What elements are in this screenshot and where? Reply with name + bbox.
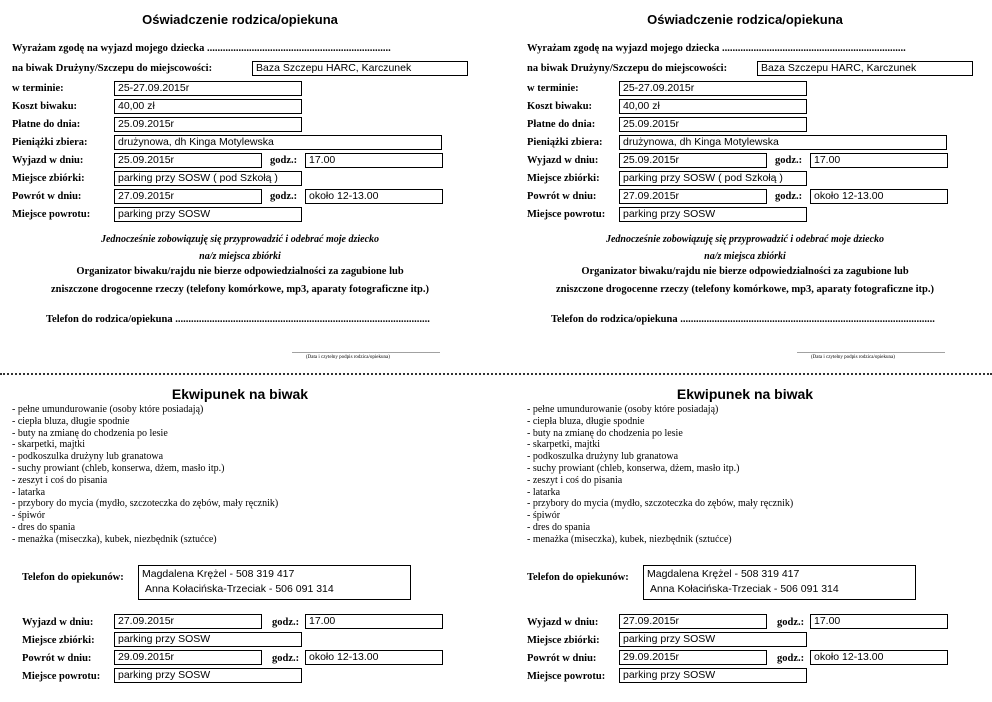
meet-field[interactable]: parking przy SOSW ( pod Szkołą ) (619, 171, 807, 186)
list-item: - śpiwór (527, 510, 561, 522)
eq-return-time-label: godz.: (272, 653, 300, 664)
list-item: - pełne umundurowanie (osoby które posiadają) (527, 404, 719, 415)
eq-depart-label: Wyjazd w dniu: (527, 617, 599, 628)
return-place-label: Miejsce powrotu: (12, 209, 91, 220)
commit-line-2: na/z miejsca zbiórki (199, 251, 281, 262)
signature-line[interactable]: .......................................................................... (292, 346, 440, 355)
equipment-title: Ekwipunek na biwak (171, 386, 309, 402)
list-item: - buty na zmianę do chodzenia po lesie (12, 427, 168, 439)
collector-label: Pieniążki zbiera: (12, 137, 88, 148)
contact-1: Magdalena Krężel - 508 319 417 (142, 568, 295, 580)
consent-title: Oświadczenie rodzica/opiekuna (142, 12, 338, 27)
eq-return-time-field[interactable]: około 12-13.00 (305, 650, 443, 665)
eq-return-place-label: Miejsce powrotu: (527, 671, 606, 682)
list-item: - przybory do mycia (mydło, szczoteczka do zębów, mały ręcznik) (527, 498, 794, 510)
return-place-field[interactable]: parking przy SOSW (619, 207, 807, 222)
depart-time-field[interactable]: 17.00 (305, 153, 443, 168)
eq-meet-field[interactable]: parking przy SOSW (619, 632, 807, 647)
contacts-box (138, 565, 411, 600)
depart-field[interactable]: 25.09.2015r (619, 153, 767, 168)
list-item: - latarka (527, 486, 561, 498)
place-label: na biwak Drużyny/Szczepu do miejscowości: (527, 63, 728, 74)
eq-return-label: Powrót w dniu: (527, 653, 597, 664)
list-item: - pełne umundurowanie (osoby które posiadają) (12, 404, 204, 415)
agree-label: Wyrażam zgodę na wyjazd mojego dziecka ...................................................................... (527, 43, 906, 54)
eq-depart-field[interactable]: 27.09.2015r (619, 614, 767, 629)
eq-depart-label: Wyjazd w dniu: (22, 617, 94, 628)
return-time-label: godz.: (775, 191, 803, 202)
liability-line-2: zniszczone drogocenne rzeczy (telefony komórkowe, mp3, aparaty fotograficzne itp.) (556, 284, 934, 295)
parent-phone-line[interactable]: Telefon do rodzica/opiekuna ................................................................................................. (46, 314, 430, 325)
cost-label: Koszt biwaku: (527, 101, 593, 112)
return-time-field[interactable]: około 12-13.00 (810, 189, 948, 204)
meet-label: Miejsce zbiórki: (12, 173, 85, 184)
dates-field[interactable]: 25-27.09.2015r (619, 81, 807, 96)
signature-line[interactable]: .......................................................................... (797, 346, 945, 355)
depart-time-label: godz.: (270, 155, 298, 166)
list-item: - menażka (miseczka), kubek, niezbędnik (sztućce) (527, 533, 732, 545)
return-label: Powrót w dniu: (527, 191, 597, 202)
eq-depart-time-field[interactable]: 17.00 (305, 614, 443, 629)
collector-field[interactable]: drużynowa, dh Kinga Motylewska (619, 135, 947, 150)
eq-meet-label: Miejsce zbiórki: (527, 635, 600, 646)
equipment-list (527, 404, 793, 546)
eq-depart-time-field[interactable]: 17.00 (810, 614, 948, 629)
depart-label: Wyjazd w dniu: (12, 155, 84, 166)
cut-line-divider (0, 373, 992, 375)
signature-caption: (Data i czytelny podpis rodzica/opiekuna) (811, 355, 895, 360)
list-item: - menażka (miseczka), kubek, niezbędnik (sztućce) (12, 533, 217, 545)
meet-label: Miejsce zbiórki: (527, 173, 600, 184)
list-item: - latarka (12, 486, 46, 498)
parent-phone-line[interactable]: Telefon do rodzica/opiekuna ................................................................................................. (551, 314, 935, 325)
dates-label: w terminie: (12, 83, 64, 94)
return-place-field[interactable]: parking przy SOSW (114, 207, 302, 222)
return-place-label: Miejsce powrotu: (527, 209, 606, 220)
list-item: - śpiwór (12, 510, 46, 522)
equipment-list (12, 404, 278, 546)
list-item: - podkoszulka drużyny lub granatowa (527, 451, 679, 463)
depart-time-field[interactable]: 17.00 (810, 153, 948, 168)
commit-line-2: na/z miejsca zbiórki (704, 251, 786, 262)
place-field[interactable]: Baza Szczepu HARC, Karczunek (757, 61, 973, 76)
contacts-label: Telefon do opiekunów: (527, 572, 629, 583)
eq-return-label: Powrót w dniu: (22, 653, 92, 664)
depart-time-label: godz.: (775, 155, 803, 166)
eq-return-time-label: godz.: (777, 653, 805, 664)
list-item: - suchy prowiant (chleb, konserwa, dżem, masło itp.) (12, 462, 225, 474)
liability-line-2: zniszczone drogocenne rzeczy (telefony komórkowe, mp3, aparaty fotograficzne itp.) (51, 284, 429, 295)
list-item: - suchy prowiant (chleb, konserwa, dżem, masło itp.) (527, 462, 740, 474)
eq-depart-time-label: godz.: (777, 617, 805, 628)
dates-field[interactable]: 25-27.09.2015r (114, 81, 302, 96)
form-copy-right (505, 0, 985, 702)
liability-line-1: Organizator biwaku/rajdu nie bierze odpowiedzialności za zagubione lub (76, 266, 404, 277)
place-label: na biwak Drużyny/Szczepu do miejscowości: (12, 63, 213, 74)
contact-2: Anna Kołacińska-Trzeciak - 506 091 314 (650, 583, 839, 595)
list-item: - ciepła bluza, długie spodnie (12, 415, 130, 427)
list-item: - zeszyt i coś do pisania (527, 474, 623, 486)
cost-field[interactable]: 40,00 zł (619, 99, 807, 114)
list-item: - dres do spania (12, 521, 76, 533)
list-item: - dres do spania (527, 521, 591, 533)
depart-field[interactable]: 25.09.2015r (114, 153, 262, 168)
list-item: - zeszyt i coś do pisania (12, 474, 108, 486)
due-field[interactable]: 25.09.2015r (619, 117, 807, 132)
contacts-box (643, 565, 916, 600)
cost-label: Koszt biwaku: (12, 101, 78, 112)
contact-1: Magdalena Krężel - 508 319 417 (647, 568, 800, 580)
consent-title: Oświadczenie rodzica/opiekuna (647, 12, 843, 27)
list-item: - skarpetki, majtki (527, 439, 601, 451)
list-item: - buty na zmianę do chodzenia po lesie (527, 427, 683, 439)
eq-return-field[interactable]: 29.09.2015r (114, 650, 262, 665)
return-field[interactable]: 27.09.2015r (619, 189, 767, 204)
eq-depart-field[interactable]: 27.09.2015r (114, 614, 262, 629)
list-item: - podkoszulka drużyny lub granatowa (12, 451, 164, 463)
form-copy-left (0, 0, 480, 702)
eq-return-time-field[interactable]: około 12-13.00 (810, 650, 948, 665)
eq-meet-field[interactable]: parking przy SOSW (114, 632, 302, 647)
eq-return-place-field[interactable]: parking przy SOSW (114, 668, 302, 683)
list-item: - przybory do mycia (mydło, szczoteczka do zębów, mały ręcznik) (12, 498, 279, 510)
contacts-label: Telefon do opiekunów: (22, 572, 124, 583)
eq-return-place-label: Miejsce powrotu: (22, 671, 101, 682)
return-time-label: godz.: (270, 191, 298, 202)
dates-label: w terminie: (527, 83, 579, 94)
eq-meet-label: Miejsce zbiórki: (22, 635, 95, 646)
collector-field[interactable]: drużynowa, dh Kinga Motylewska (114, 135, 442, 150)
depart-label: Wyjazd w dniu: (527, 155, 599, 166)
commit-line-1: Jednocześnie zobowiązuję się przyprowadzić i odebrać moje dziecko (605, 234, 885, 245)
contact-2: Anna Kołacińska-Trzeciak - 506 091 314 (145, 583, 334, 595)
agree-label: Wyrażam zgodę na wyjazd mojego dziecka ...................................................................... (12, 43, 391, 54)
collector-label: Pieniążki zbiera: (527, 137, 603, 148)
liability-line-1: Organizator biwaku/rajdu nie bierze odpowiedzialności za zagubione lub (581, 266, 909, 277)
due-field[interactable]: 25.09.2015r (114, 117, 302, 132)
place-field[interactable]: Baza Szczepu HARC, Karczunek (252, 61, 468, 76)
meet-field[interactable]: parking przy SOSW ( pod Szkołą ) (114, 171, 302, 186)
due-label: Płatne do dnia: (527, 119, 596, 130)
due-label: Płatne do dnia: (12, 119, 81, 130)
cost-field[interactable]: 40,00 zł (114, 99, 302, 114)
signature-caption: (Data i czytelny podpis rodzica/opiekuna) (306, 355, 390, 360)
return-label: Powrót w dniu: (12, 191, 82, 202)
return-field[interactable]: 27.09.2015r (114, 189, 262, 204)
return-time-field[interactable]: około 12-13.00 (305, 189, 443, 204)
eq-depart-time-label: godz.: (272, 617, 300, 628)
eq-return-field[interactable]: 29.09.2015r (619, 650, 767, 665)
commit-line-1: Jednocześnie zobowiązuję się przyprowadzić i odebrać moje dziecko (100, 234, 380, 245)
list-item: - ciepła bluza, długie spodnie (527, 415, 645, 427)
list-item: - skarpetki, majtki (12, 439, 86, 451)
eq-return-place-field[interactable]: parking przy SOSW (619, 668, 807, 683)
equipment-title: Ekwipunek na biwak (676, 386, 814, 402)
